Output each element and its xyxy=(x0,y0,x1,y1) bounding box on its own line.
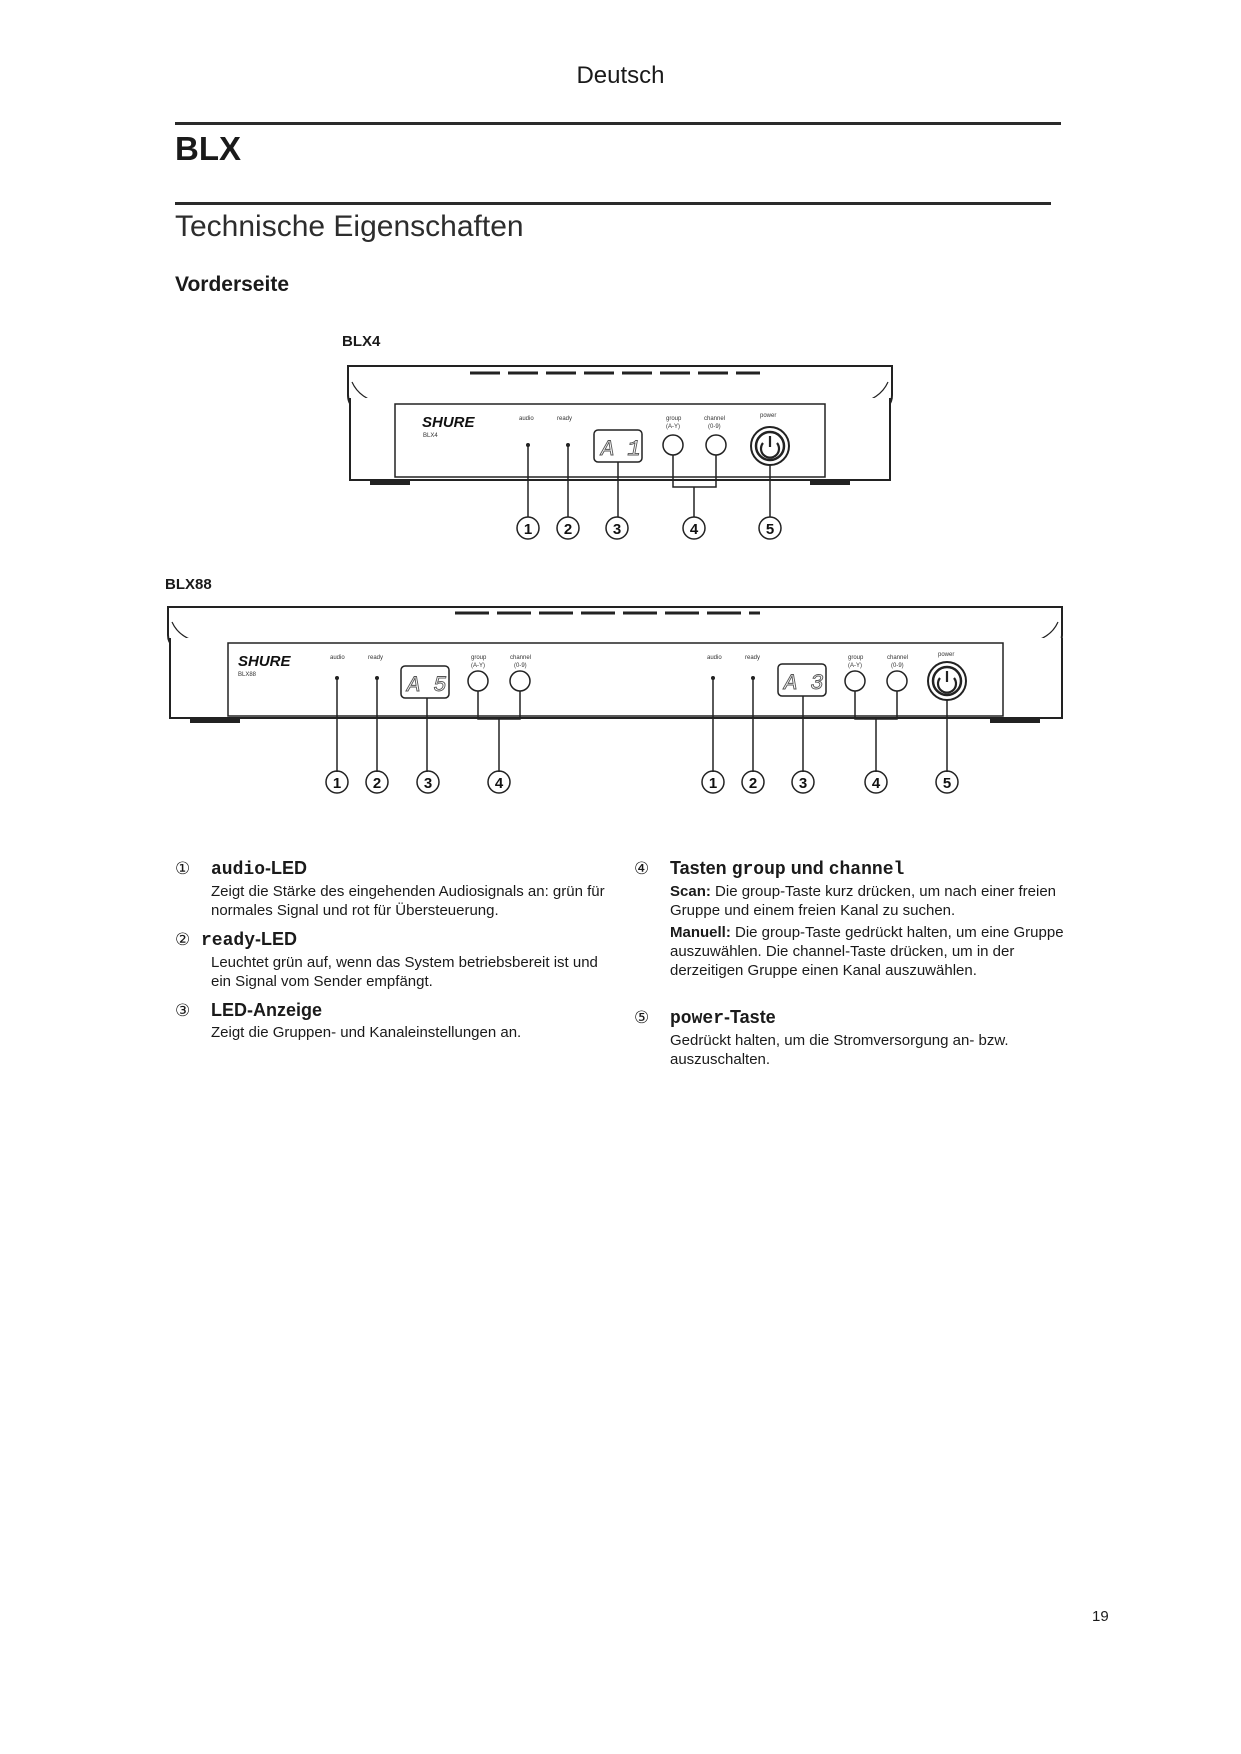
item-led-display-heading xyxy=(175,999,605,1022)
blx4-callout-2: 2 xyxy=(563,521,573,538)
item-audio-led-number: ① xyxy=(175,859,191,878)
brand-title: BLX xyxy=(175,130,241,167)
blx88-label-group-right: group xyxy=(848,655,864,661)
manual-text: Die group-Taste gedrückt halten, um eine Gruppe auszuwählen. Die channel-Taste drücken, um in der derzeitigen Gruppe einen Kanal auszuwählen. xyxy=(670,924,1064,979)
item-group-channel-scan xyxy=(670,882,1064,920)
blx4-led-display: A 1 xyxy=(601,437,641,462)
blx4-callout-4: 4 xyxy=(689,521,699,538)
item-group-channel-mono2: channel xyxy=(828,860,905,880)
blx4-label-power: power xyxy=(760,413,777,419)
scan-text: Die group-Taste kurz drücken, um nach einer freien Gruppe und einem freien Kanal zu suchen. xyxy=(670,883,1057,919)
blx88-model-label: BLX88 xyxy=(165,576,212,593)
blx88-label-audio-right: audio xyxy=(707,655,722,661)
blx4-label-channel: channel xyxy=(704,416,726,422)
item-power-body xyxy=(670,1031,1064,1069)
subsection-title: Vorderseite xyxy=(175,273,289,296)
blx88-callout-l4: 4 xyxy=(494,775,504,792)
blx88-callout-r1: 1 xyxy=(708,775,718,792)
item-power-button xyxy=(634,1006,1064,1072)
item-led-display-body xyxy=(211,1023,605,1042)
item-led-display xyxy=(175,999,605,1045)
blx4-label-ready: ready xyxy=(557,416,573,422)
blx88-label-channel-right: channel xyxy=(887,655,909,661)
item-group-channel-mid: und xyxy=(785,858,829,878)
item-power-heading xyxy=(634,1006,1064,1030)
item-group-channel-manual xyxy=(670,923,1064,980)
item-group-channel-heading xyxy=(634,857,1064,881)
item-power-mono: power xyxy=(670,1009,725,1029)
item-power-rest: -Taste xyxy=(724,1007,776,1027)
blx88-label-power: power xyxy=(938,652,955,658)
blx4-label-audio: audio xyxy=(519,416,534,422)
item-ready-led-number: ② xyxy=(175,930,191,949)
blx4-callout-3: 3 xyxy=(612,521,622,538)
item-group-channel-mono1: group xyxy=(731,860,786,880)
blx4-label-group-range: (A-Y) xyxy=(666,424,680,430)
blx88-panel-model: BLX88 xyxy=(238,672,257,678)
blx88-led-display-right: A 3 xyxy=(784,671,824,696)
item-ready-led-text: Leuchtet grün auf, wenn das System betriebsbereit ist und ein Signal vom Sender empfängt. xyxy=(211,954,598,990)
item-ready-led-body xyxy=(211,953,605,991)
blx88-label-channel-left: channel xyxy=(510,655,532,661)
scan-label: Scan: xyxy=(670,883,711,900)
language-header: Deutsch xyxy=(576,62,665,89)
blx4-model-label: BLX4 xyxy=(342,333,381,350)
blx88-led-display-left: A 5 xyxy=(407,673,447,698)
blx88-label-group-range-right: (A-Y) xyxy=(848,663,862,669)
blx88-label-channel-range-left: (0-9) xyxy=(514,663,527,669)
item-power-number: ⑤ xyxy=(634,1008,650,1027)
blx88-callout-r5: 5 xyxy=(942,775,952,792)
item-audio-led-heading xyxy=(175,857,605,881)
blx4-label-group: group xyxy=(666,416,682,422)
item-group-channel-body xyxy=(670,882,1064,980)
blx4-callout-5: 5 xyxy=(765,521,775,538)
item-audio-led xyxy=(175,857,605,923)
blx88-label-ready-right: ready xyxy=(745,655,761,661)
blx88-callout-r4: 4 xyxy=(871,775,881,792)
blx88-label-ready-left: ready xyxy=(368,655,384,661)
item-ready-led-heading xyxy=(175,928,605,952)
manual-label: Manuell: xyxy=(670,924,731,941)
blx88-callout-r2: 2 xyxy=(748,775,758,792)
item-group-channel-buttons xyxy=(634,857,1064,983)
item-group-channel-number: ④ xyxy=(634,859,650,878)
item-ready-led-mono: ready xyxy=(201,931,256,951)
blx88-label-channel-range-right: (0-9) xyxy=(891,663,904,669)
section-title: Technische Eigenschaften xyxy=(175,210,524,243)
item-audio-led-body xyxy=(211,882,605,920)
blx88-callout-l1: 1 xyxy=(332,775,342,792)
blx4-panel-model: BLX4 xyxy=(423,433,438,439)
item-led-display-text: Zeigt die Gruppen- und Kanaleinstellungen an. xyxy=(211,1024,522,1041)
page-number: 19 xyxy=(1092,1608,1109,1625)
blx88-label-audio-left: audio xyxy=(330,655,345,661)
blx88-callout-l2: 2 xyxy=(372,775,382,792)
item-led-display-number: ③ xyxy=(175,1001,191,1020)
item-led-display-title: LED-Anzeige xyxy=(211,1000,323,1020)
shure-logo: SHURE xyxy=(422,414,475,431)
item-audio-led-rest: -LED xyxy=(265,858,308,878)
item-group-channel-pre: Tasten xyxy=(670,858,732,878)
blx4-callout-1: 1 xyxy=(523,521,533,538)
item-power-text: Gedrückt halten, um die Stromversorgung an- bzw. auszuschalten. xyxy=(670,1032,1009,1068)
blx88-callout-r3: 3 xyxy=(798,775,808,792)
item-audio-led-mono: audio xyxy=(211,860,266,880)
item-ready-led-rest: -LED xyxy=(255,929,298,949)
blx88-callout-l3: 3 xyxy=(423,775,433,792)
blx4-label-channel-range: (0-9) xyxy=(708,424,721,430)
blx88-diagram xyxy=(0,0,1241,820)
blx88-label-group-range-left: (A-Y) xyxy=(471,663,485,669)
item-ready-led xyxy=(175,928,605,994)
item-audio-led-text: Zeigt die Stärke des eingehenden Audiosignals an: grün für normales Signal und rot für Übersteuerung. xyxy=(211,883,605,919)
shure-logo-blx88: SHURE xyxy=(238,653,291,670)
blx88-label-group-left: group xyxy=(471,655,487,661)
